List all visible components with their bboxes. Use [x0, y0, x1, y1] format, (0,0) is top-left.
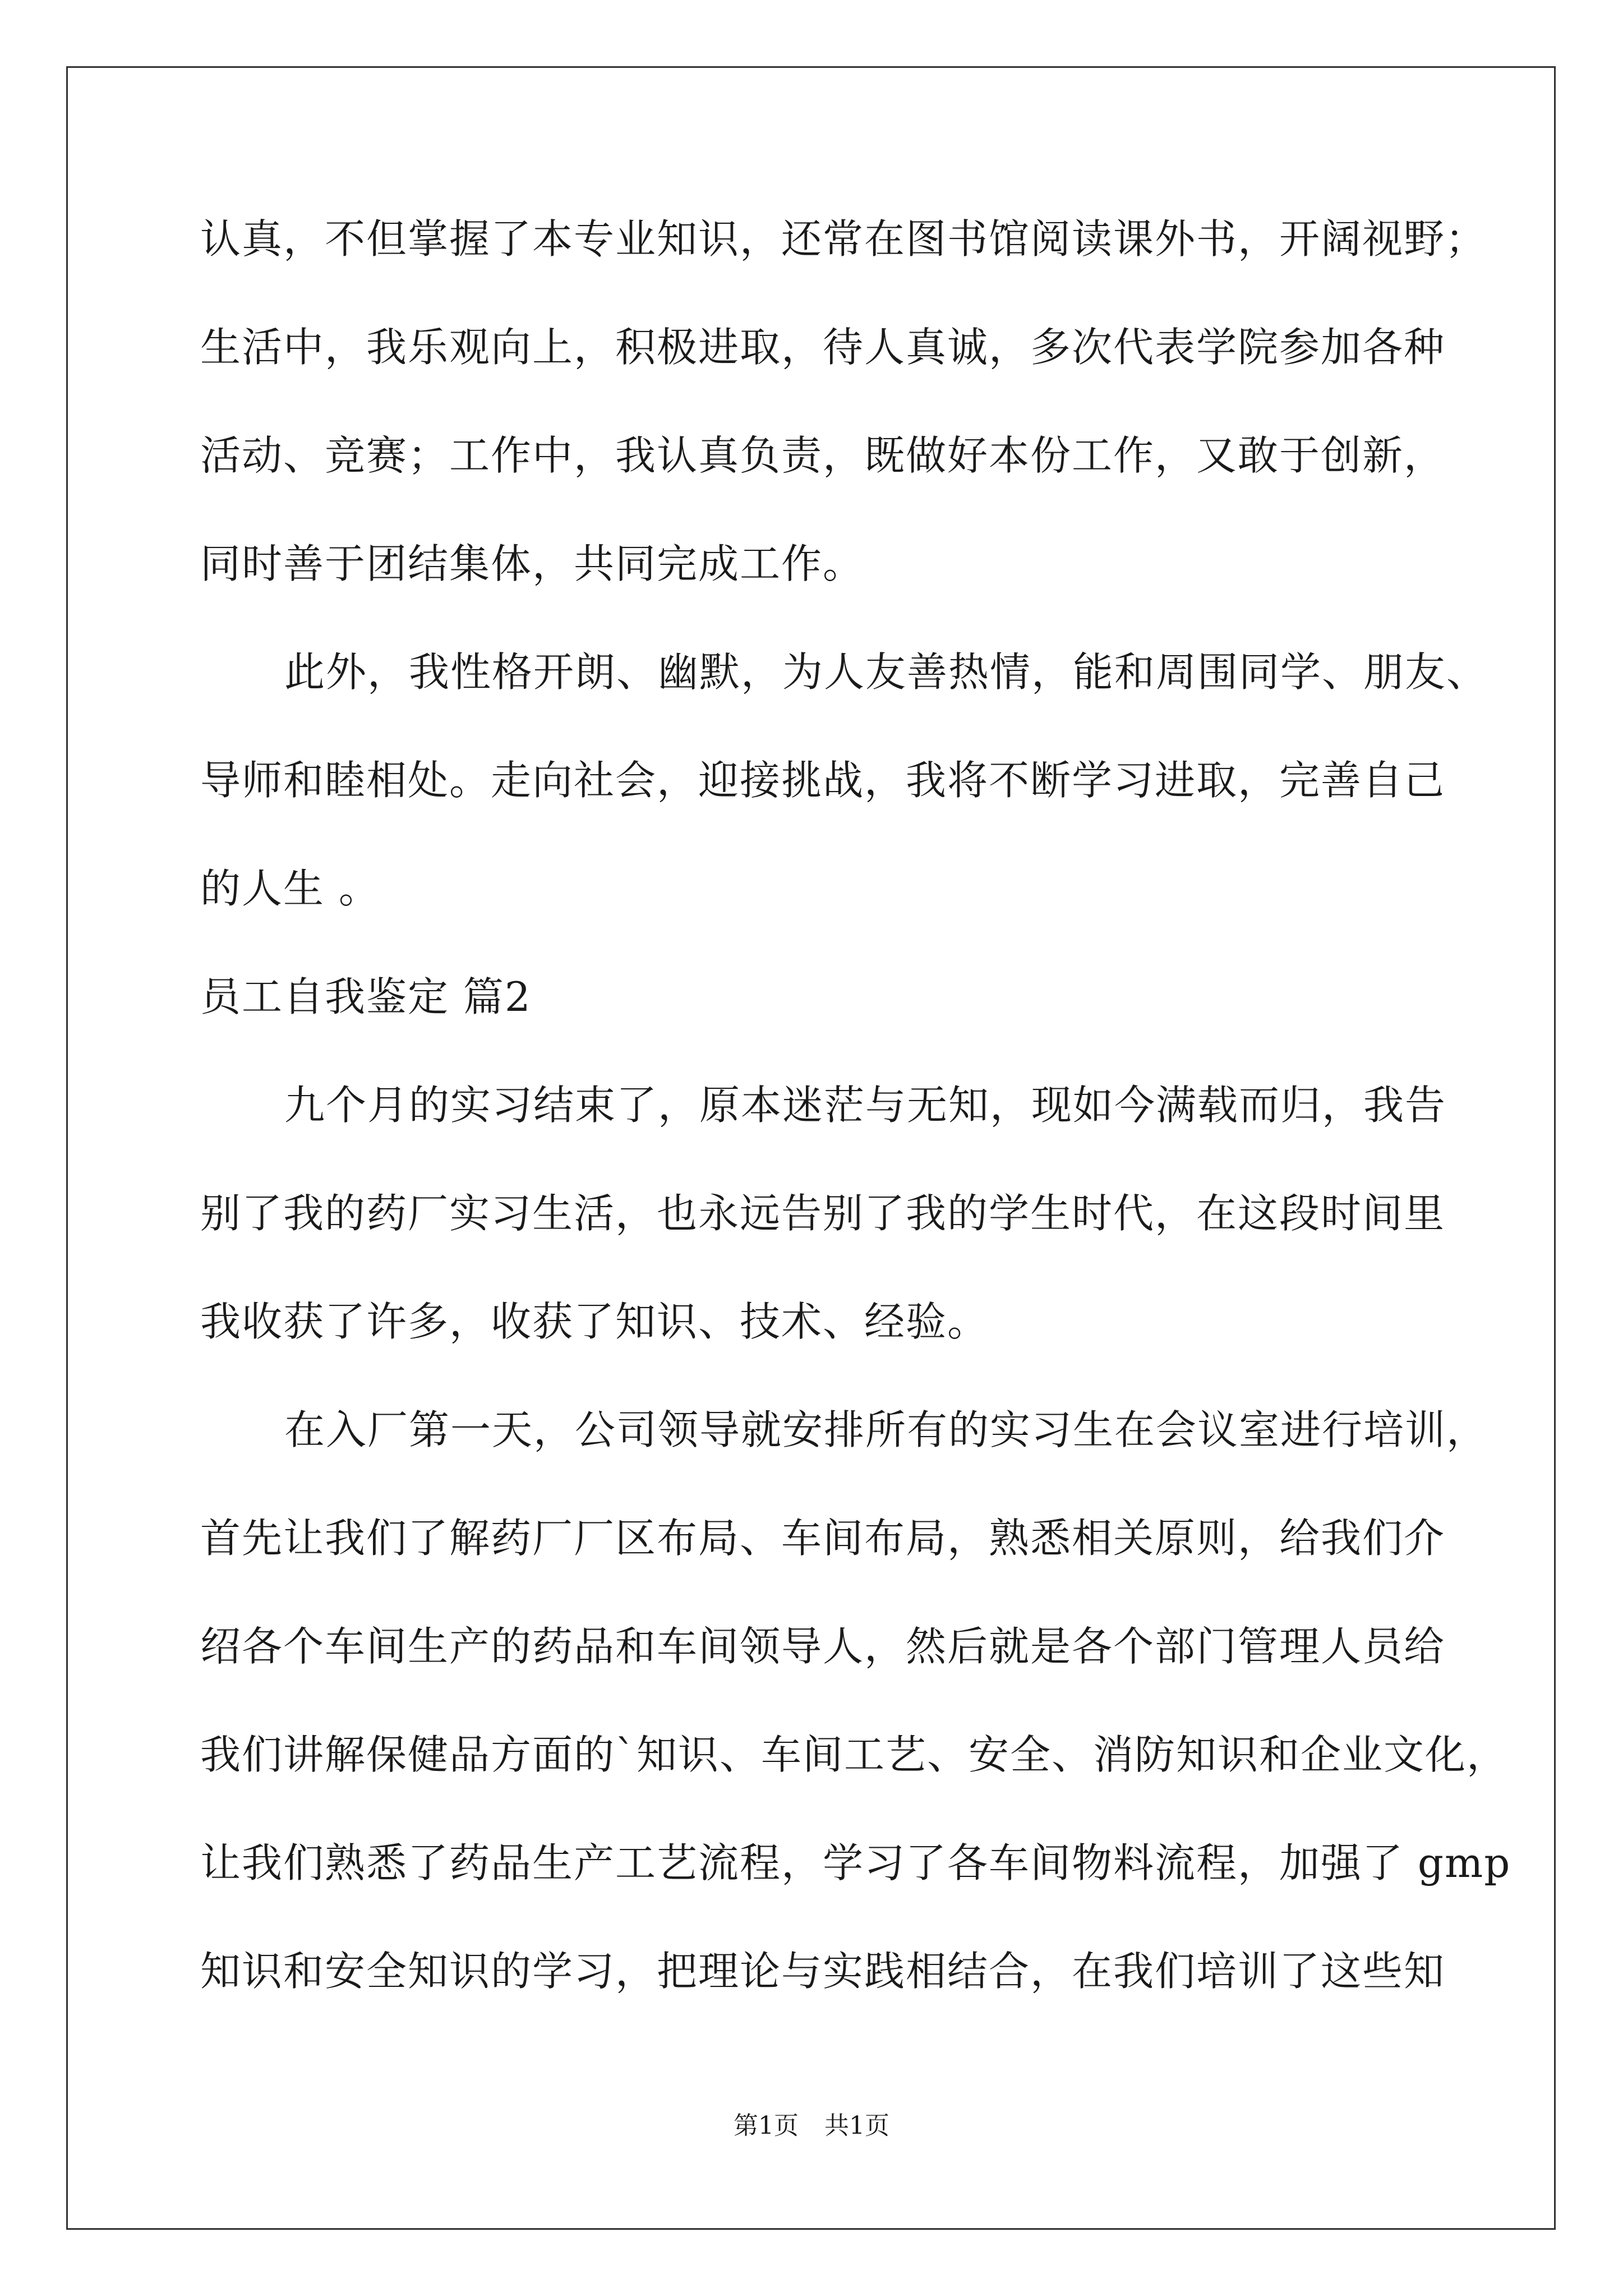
- text-line: 活动、竞赛；工作中，我认真负责，既做好本份工作，又敢于创新，: [200, 432, 1446, 479]
- page-number-total: 共1页: [824, 2111, 889, 2140]
- text-line: 让我们熟悉了药品生产工艺流程，学习了各车间物料流程，加强了 gmp: [200, 1839, 1511, 1887]
- text-line: 的人生 。: [200, 865, 380, 912]
- text-line: 认真，不但掌握了本专业知识，还常在图书馆阅读课外书，开阔视野；: [200, 215, 1487, 263]
- text-line: 绍各个车间生产的药品和车间领导人，然后就是各个部门管理人员给: [200, 1623, 1446, 1670]
- page-footer: [0, 2109, 1623, 2143]
- document-body: [200, 185, 1511, 2026]
- section-heading: 员工自我鉴定 篇2: [200, 973, 532, 1020]
- text-line: 生活中，我乐观向上，积极进取，待人真诚，多次代表学院参加各种: [200, 324, 1446, 371]
- text-line: 别了我的药厂实习生活，也永远告别了我的学生时代，在这段时间里: [200, 1190, 1446, 1237]
- page-number-current: 第1页: [734, 2111, 799, 2140]
- text-line: 我们讲解保健品方面的`知识、车间工艺、安全、消防知识和企业文化，: [200, 1731, 1509, 1778]
- paragraph-first-line: 此外，我性格开朗、幽默，为人友善热情，能和周围同学、朋友、: [284, 648, 1488, 696]
- paragraph-first-line: 九个月的实习结束了，原本迷茫与无知，现如今满载而归，我告: [284, 1082, 1447, 1129]
- text-line: 同时善于团结集体，共同完成工作。: [200, 540, 865, 587]
- text-line: 导师和睦相处。走向社会，迎接挑战，我将不断学习进取，完善自己: [200, 757, 1446, 804]
- paragraph-first-line: 在入厂第一天，公司领导就安排所有的实习生在会议室进行培训，: [284, 1406, 1488, 1453]
- text-line: 我收获了许多，收获了知识、技术、经验。: [200, 1298, 989, 1345]
- text-line: 知识和安全知识的学习，把理论与实践相结合，在我们培训了这些知: [200, 1948, 1446, 1995]
- text-line: 首先让我们了解药厂厂区布局、车间布局，熟悉相关原则，给我们介: [200, 1515, 1446, 1562]
